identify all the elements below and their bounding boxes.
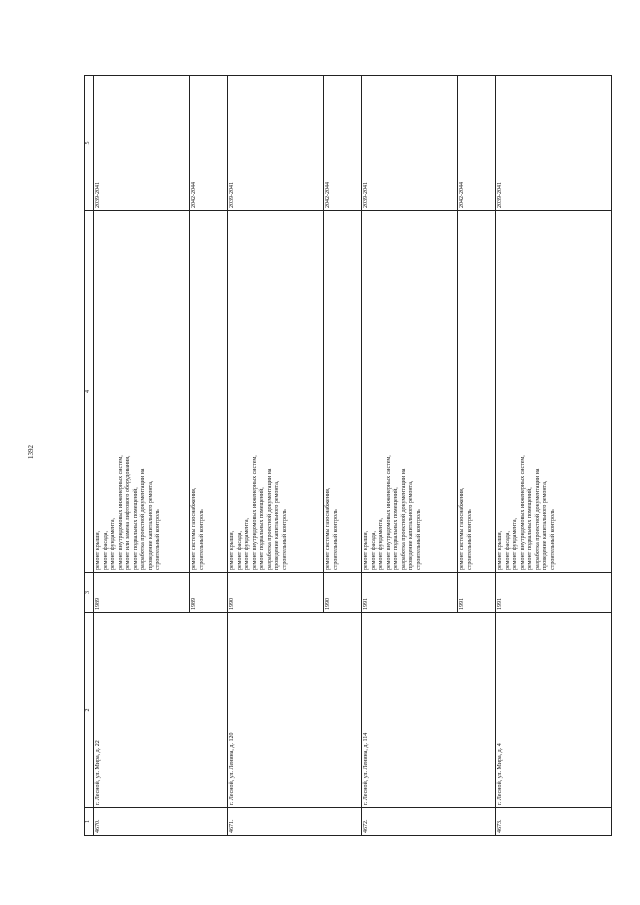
table-row (94, 76, 190, 836)
repair-schedule-table (84, 75, 612, 836)
work-item: ремонт подвальных помещений, (393, 487, 399, 570)
work-item: строительный контроль (415, 509, 422, 570)
column-number: 2 (85, 613, 94, 808)
commission-year-cell: 1990 (324, 573, 362, 613)
planned-period-cell: 2039-2041 (228, 76, 324, 211)
planned-period-cell: 2042-2044 (324, 76, 362, 211)
address-cell: г. Лесной, ул. Ленина, д. 120 (228, 613, 362, 808)
commission-year-cell: 1991 (362, 573, 458, 613)
works-cell (362, 211, 458, 573)
work-item: ремонт крыши, (497, 530, 503, 570)
work-item: ремонт внутридомовых инженерных систем, (385, 455, 392, 570)
work-item: разработка проектной документации на (140, 468, 146, 570)
work-item: ремонт подвальных помещений, (132, 487, 139, 570)
work-item: ремонт фундамента, (244, 518, 250, 570)
work-item: строительный контроль (549, 509, 556, 570)
address-cell: г. Лесной, ул. Мира, д. 22 (94, 613, 228, 808)
row-number-cell: 4670. (94, 808, 228, 836)
work-item: ремонт или замена лифтового оборудования, (125, 455, 131, 570)
column-number: 5 (85, 76, 94, 211)
work-item: строительный контроль (281, 509, 288, 570)
works-cell (94, 211, 190, 573)
column-number: 3 (85, 573, 94, 613)
work-item: проведение капитального ремонта, (274, 480, 280, 570)
work-item: ремонт системы газоснабжения, (459, 487, 465, 570)
planned-period-cell: 2039-2041 (496, 76, 612, 211)
work-item: разработка проектной документации на (534, 468, 541, 570)
work-item: ремонт фундамента, (512, 518, 518, 570)
work-item: разработка проектной документации на (266, 468, 273, 570)
work-item: строительный контроль (332, 509, 339, 570)
work-item: ремонт фундамента, (110, 518, 116, 570)
row-number-cell: 4673. (496, 808, 612, 836)
planned-period-cell: 2039-2041 (94, 76, 190, 211)
works-cell (496, 211, 612, 573)
work-item: проведение капитального ремонта, (408, 480, 414, 570)
work-item: ремонт крыши, (229, 530, 235, 570)
column-number-row (85, 76, 94, 836)
repair-schedule-table-wrap (84, 76, 600, 836)
commission-year-cell: 1989 (190, 573, 228, 613)
work-item: ремонт крыши, (95, 530, 101, 570)
commission-year-cell: 1990 (228, 573, 324, 613)
work-item: ремонт фундамента, (378, 518, 384, 570)
work-item: ремонт фасада, (236, 531, 243, 570)
work-item: ремонт внутридомовых инженерных систем, (251, 455, 258, 570)
work-item: строительный контроль (198, 509, 205, 570)
work-item: ремонт системы газоснабжения, (191, 487, 197, 570)
commission-year-cell: 1991 (458, 573, 496, 613)
work-item: ремонт подвальных помещений, (259, 487, 265, 570)
address-cell: г. Лесной, ул. Мира, д. 4 (496, 613, 612, 808)
work-item: строительный контроль (155, 509, 161, 570)
column-number: 1 (85, 808, 94, 836)
works-cell (458, 211, 496, 573)
works-cell (228, 211, 324, 573)
planned-period-cell: 2039-2041 (362, 76, 458, 211)
table-body (94, 76, 612, 836)
work-item: проведение капитального ремонта, (147, 480, 154, 570)
table-row (362, 76, 458, 836)
work-item: проведение капитального ремонта, (542, 480, 548, 570)
page-number: 1392 (27, 445, 35, 459)
work-item: ремонт фасада, (504, 531, 511, 570)
work-item: ремонт внутридомовых инженерных систем, (519, 455, 526, 570)
work-item: ремонт подвальных помещений, (527, 487, 533, 570)
work-item: ремонт системы газоснабжения, (325, 487, 331, 570)
commission-year-cell: 1989 (94, 573, 190, 613)
work-item: ремонт внутридомовых инженерных систем, (117, 455, 124, 570)
row-number-cell: 4672. (362, 808, 496, 836)
work-item: ремонт фасада, (370, 531, 377, 570)
work-item: разработка проектной документации на (400, 468, 407, 570)
planned-period-cell: 2042-2044 (458, 76, 496, 211)
works-cell (190, 211, 228, 573)
table-row (228, 76, 324, 836)
row-number-cell: 4671. (228, 808, 362, 836)
table-row (496, 76, 612, 836)
work-item: строительный контроль (466, 509, 473, 570)
work-item: ремонт крыши, (363, 530, 369, 570)
planned-period-cell: 2042-2044 (190, 76, 228, 211)
works-cell (324, 211, 362, 573)
commission-year-cell: 1991 (496, 573, 612, 613)
address-cell: г. Лесной, ул. Ленина, д. 114 (362, 613, 496, 808)
work-item: ремонт фасада, (102, 531, 109, 570)
column-number: 4 (85, 211, 94, 573)
